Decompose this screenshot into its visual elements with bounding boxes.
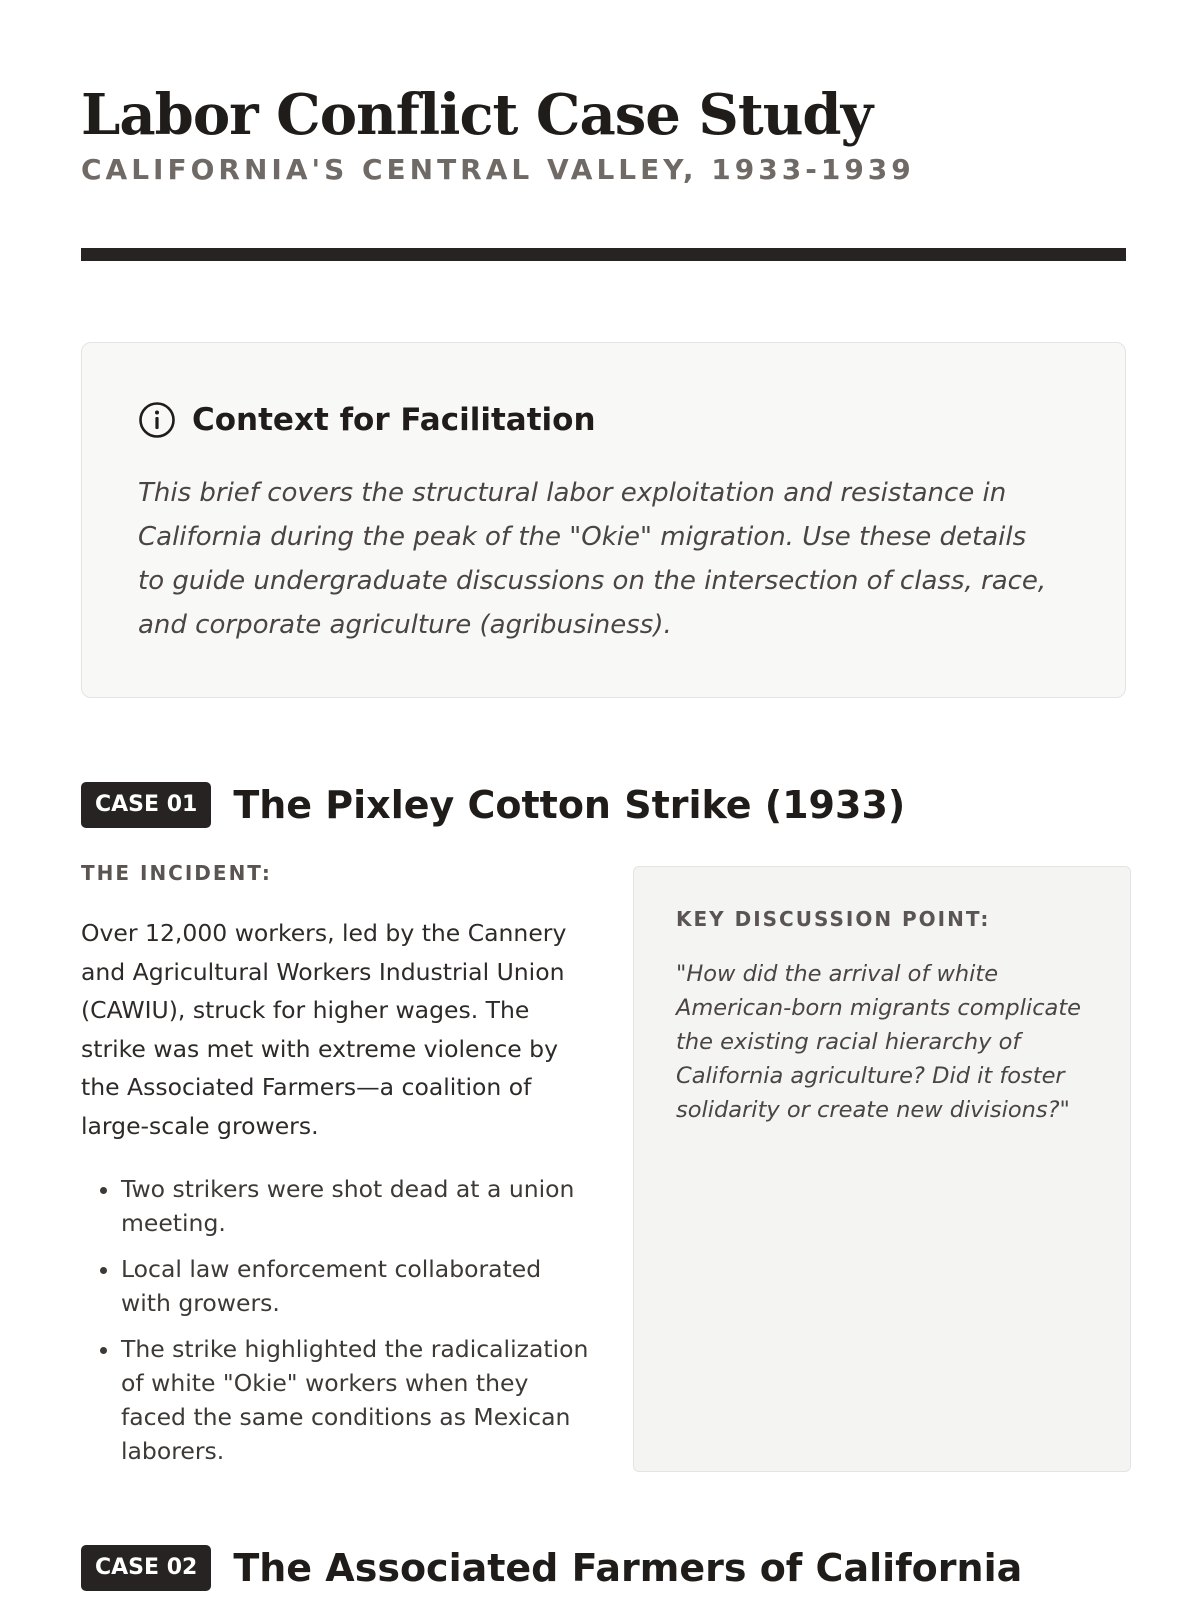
incident-label: THE INCIDENT: [81, 861, 272, 885]
info-icon [138, 401, 176, 439]
incident-bullet-list [81, 1172, 591, 1480]
case-02-header [81, 1545, 1022, 1591]
case-badge: CASE 01 [81, 782, 211, 828]
list-item: • Local law enforcement collaborated with growers. [121, 1252, 591, 1320]
discussion-text: "How did the arrival of white American-born migrants complicate the existing racial hierarchy of California agriculture? Did it foster solidarity or create new divisions?" [676, 961, 1082, 1123]
list-item: • The strike highlighted the radicalization of white "Okie" workers when they faced the same conditions as Mexican laborers. [121, 1332, 591, 1468]
list-item: • Two strikers were shot dead at a union meeting. [121, 1172, 591, 1240]
title-divider [81, 248, 1126, 261]
incident-text: Over 12,000 workers, led by the Cannery and Agricultural Workers Industrial Union (CAWIU), struck for higher wages. The strike was met with extreme violence by the Associated Farmers—a coalition of large-scale growers. [81, 919, 567, 1140]
context-title: Context for Facilitation [192, 402, 596, 438]
case-title: The Associated Farmers of California [233, 1546, 1023, 1590]
discussion-label: KEY DISCUSSION POINT: [676, 907, 991, 931]
context-callout [81, 342, 1126, 698]
case-title: The Pixley Cotton Strike (1933) [233, 783, 906, 827]
context-header [138, 401, 596, 439]
page-title: Labor Conflict Case Study [81, 82, 873, 148]
page-subtitle: CALIFORNIA'S CENTRAL VALLEY, 1933-1939 [81, 153, 915, 186]
discussion-callout [633, 866, 1131, 1472]
case-badge: CASE 02 [81, 1545, 211, 1591]
case-01-header [81, 782, 905, 828]
context-text: This brief covers the structural labor exploitation and resistance in California during the peak of the "Okie" migration. Use these details to guide undergraduate discussions on the intersection of class, race, and corporate agriculture (agribusiness). [138, 478, 1047, 640]
